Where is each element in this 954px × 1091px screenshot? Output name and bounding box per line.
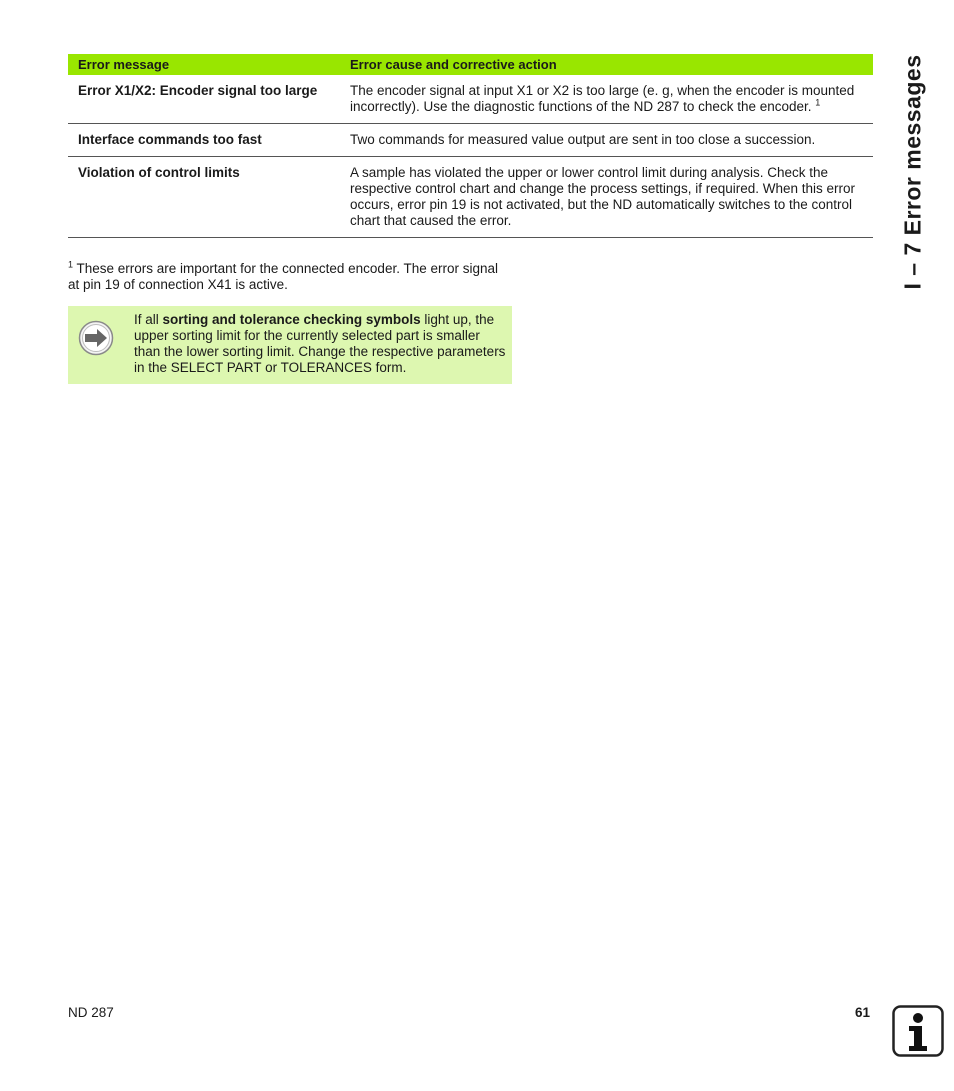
column-header-cause-action: Error cause and corrective action <box>340 54 873 75</box>
error-message-cell: Error X1/X2: Encoder signal too large <box>68 75 340 124</box>
note-text-pre: If all <box>134 312 163 327</box>
note-text <box>134 312 506 376</box>
footnote-ref: 1 <box>815 97 821 108</box>
column-header-error-message: Error message <box>68 54 340 75</box>
note-text-bold: sorting and tolerance checking symbols <box>162 312 421 327</box>
chapter-title: I – 7 Error messages <box>899 54 926 290</box>
note-box <box>68 306 512 384</box>
info-icon <box>892 1005 944 1057</box>
table-row <box>68 124 873 157</box>
footnote <box>68 261 508 293</box>
page-number: 61 <box>855 1005 871 1020</box>
error-message-cell: Violation of control limits <box>68 157 340 238</box>
table-row <box>68 157 873 238</box>
table-row <box>68 75 873 124</box>
footnote-text: These errors are important for the connected encoder. The error signal at pin 19 of connection X41 is active. <box>68 261 498 292</box>
footnote-marker: 1 <box>68 259 74 270</box>
error-action-cell <box>340 75 873 124</box>
table-header-row <box>68 54 873 75</box>
error-action-cell: A sample has violated the upper or lower control limit during analysis. Check the respective control chart and change the process settings, if required. When this error occurs, error pin 19 is not activated, but the ND automatically switches to the control chart that caused the error. <box>340 157 873 238</box>
error-action-cell: Two commands for measured value output are sent in too close a succession. <box>340 124 873 157</box>
error-message-cell: Interface commands too fast <box>68 124 340 157</box>
error-table <box>68 54 873 238</box>
action-text: The encoder signal at input X1 or X2 is too large (e. g, when the encoder is mounted incorrectly). Use the diagnostic functions of the ND 287 to check the encoder. <box>350 83 855 114</box>
footer-product: ND 287 <box>68 1005 114 1020</box>
arrow-right-icon <box>78 320 114 356</box>
note-text-post: light up, the upper sorting limit for the currently selected part is smaller than the lower sorting limit. Change the respective parameters in the SELECT PART or TOLERANCES form. <box>134 312 506 375</box>
